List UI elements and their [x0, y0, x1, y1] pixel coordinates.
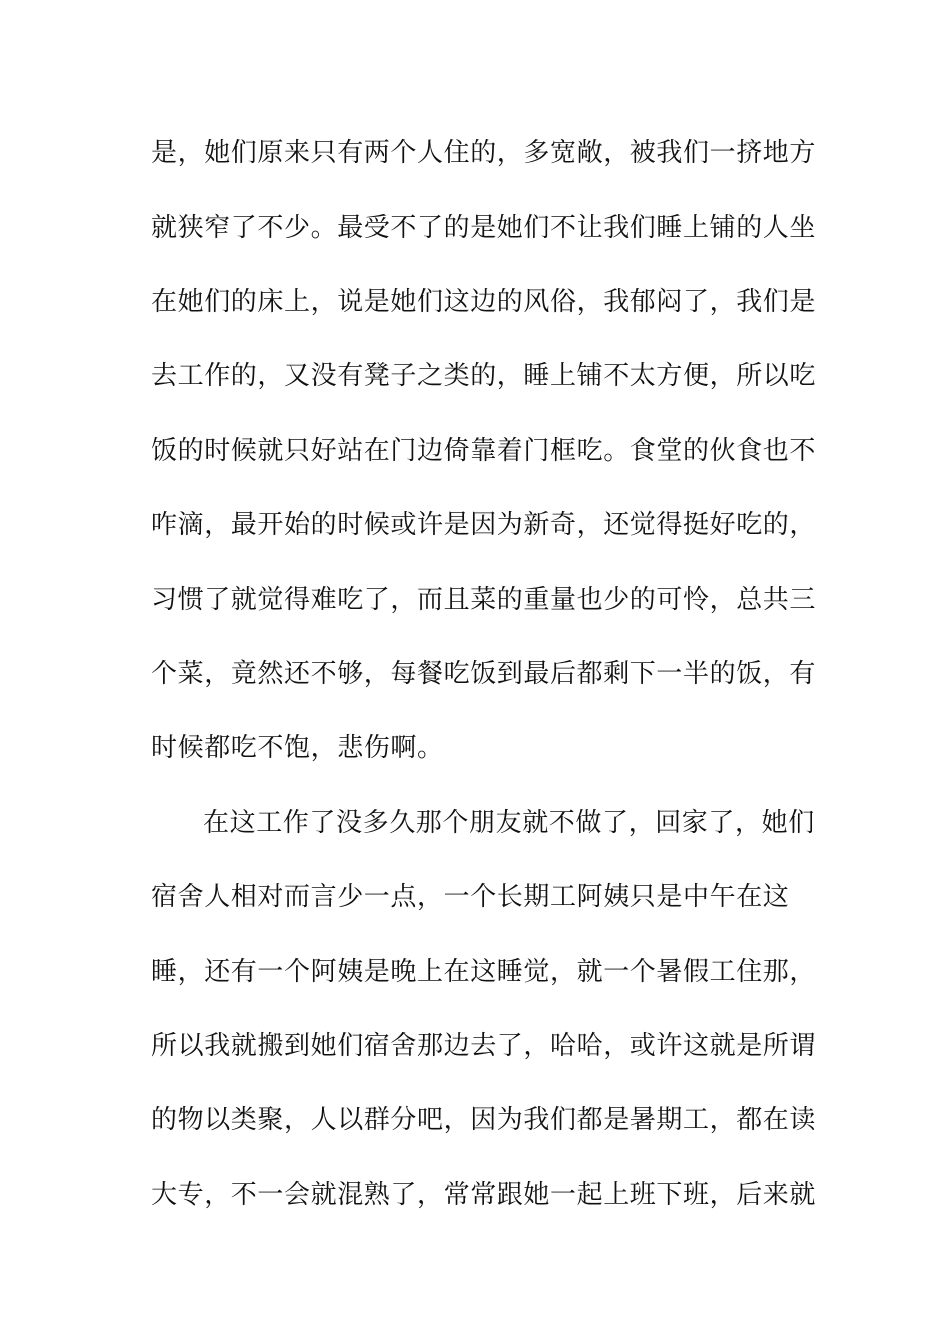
text-line-7: 习惯了就觉得难吃了，而且菜的重量也少的可怜，总共三 — [151, 585, 817, 615]
text-line-3: 在她们的床上，说是她们这边的风俗，我郁闷了，我们是 — [151, 287, 817, 317]
text-line-13: 所以我就搬到她们宿舍那边去了，哈哈，或许这就是所谓 — [151, 1031, 817, 1061]
text-line-4: 去工作的，又没有凳子之类的，睡上铺不太方便，所以吃 — [151, 361, 817, 391]
text-line-6: 咋滴，最开始的时候或许是因为新奇，还觉得挺好吃的， — [151, 510, 817, 540]
text-line-1: 是，她们原来只有两个人住的，多宽敞，被我们一挤地方 — [151, 138, 817, 168]
text-line-9: 时候都吃不饱，悲伤啊。 — [151, 733, 444, 763]
text-line-10-paragraph-start: 在这工作了没多久那个朋友就不做了，回家了，她们 — [203, 808, 815, 838]
text-line-5: 饭的时候就只好站在门边倚靠着门框吃。食堂的伙食也不 — [151, 436, 817, 466]
text-line-14: 的物以类聚，人以群分吧，因为我们都是暑期工，都在读 — [151, 1105, 817, 1135]
text-line-8: 个菜，竟然还不够，每餐吃饭到最后都剩下一半的饭，有 — [151, 659, 817, 689]
text-line-15: 大专，不一会就混熟了，常常跟她一起上班下班，后来就 — [151, 1180, 817, 1210]
text-line-2: 就狭窄了不少。最受不了的是她们不让我们睡上铺的人坐 — [151, 213, 817, 243]
text-line-12: 睡，还有一个阿姨是晚上在这睡觉，就一个暑假工住那， — [151, 957, 817, 987]
text-line-11: 宿舍人相对而言少一点，一个长期工阿姨只是中午在这 — [151, 882, 790, 912]
